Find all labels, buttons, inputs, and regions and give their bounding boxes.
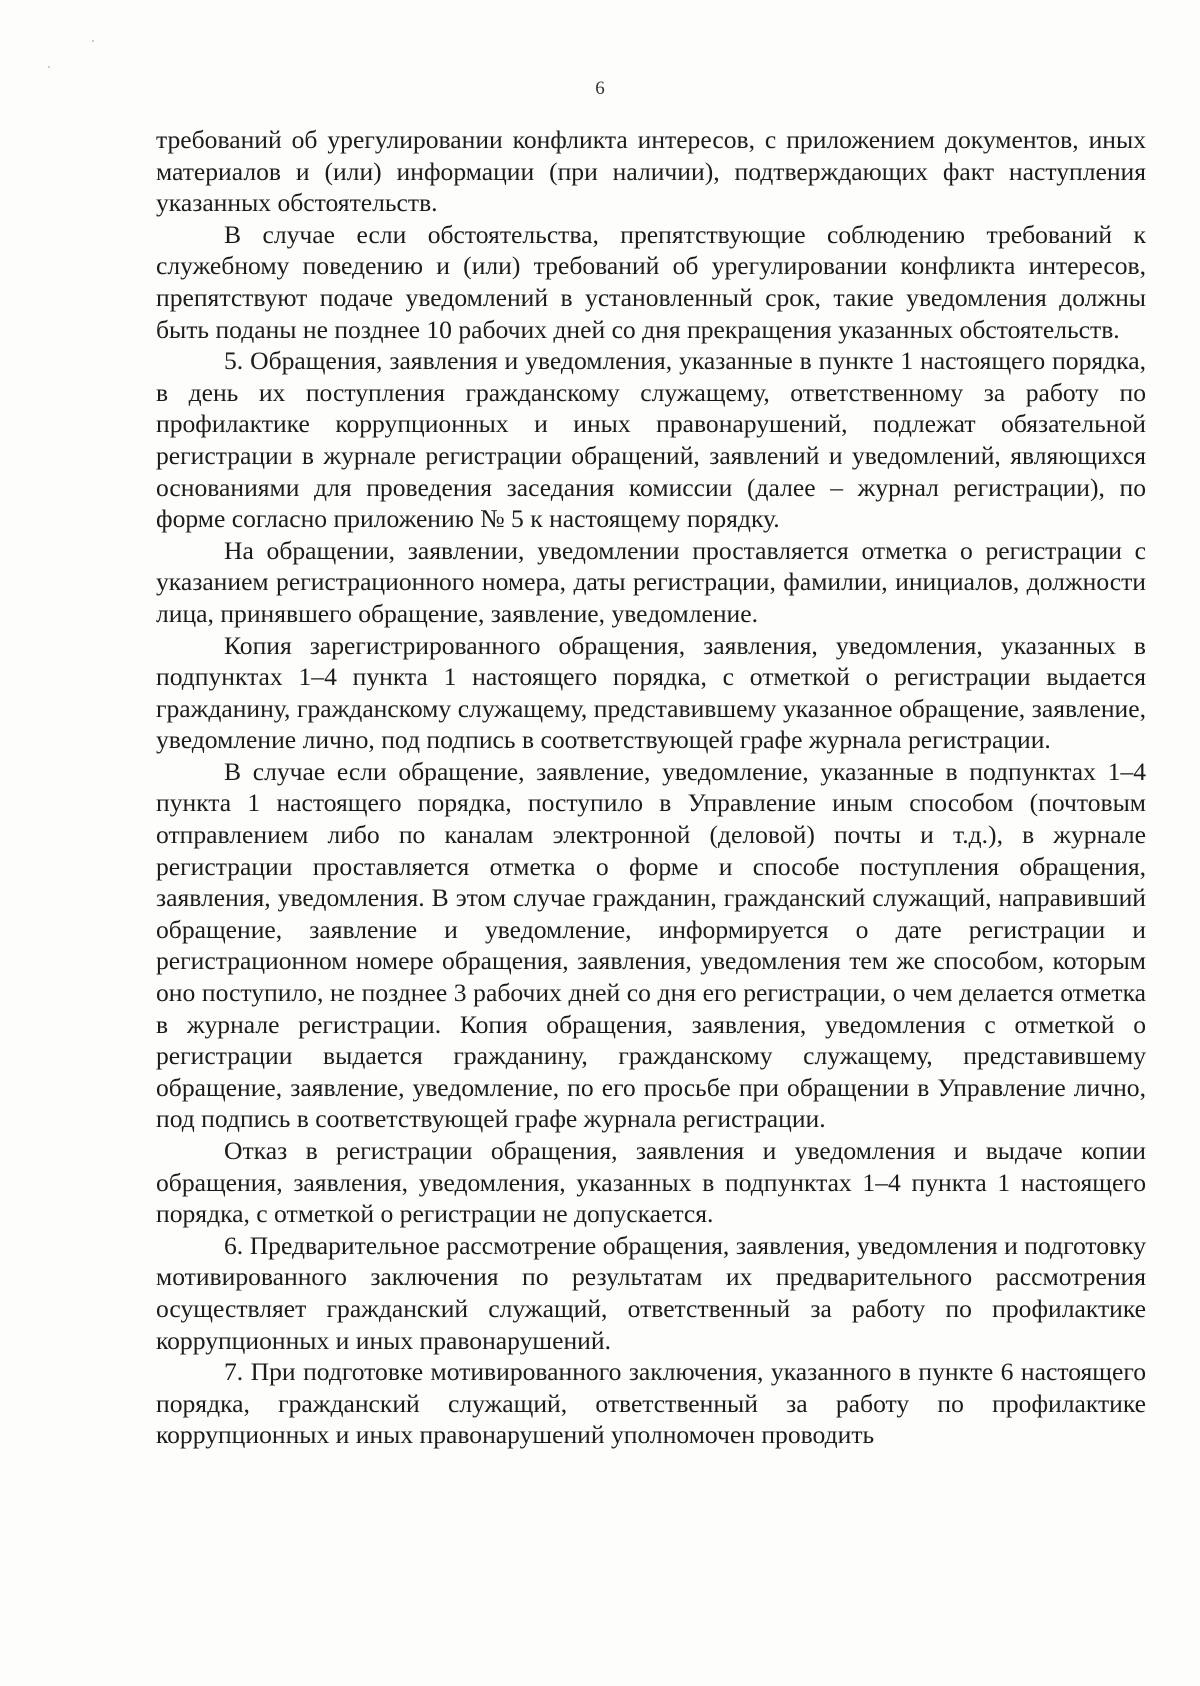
paragraph-7: Отказ в регистрации обращения, заявления и уведомления и выдаче копии обращения, заявления, уведомления, указанных в подпунктах 1–4 пункта 1 настоящего порядка, с отметкой о регистрации не допускается.	[156, 1136, 1146, 1229]
paragraph-6: В случае если обращение, заявление, уведомление, указанные в подпунктах 1–4 пункта 1 настоящего порядка, поступило в Управление иным способом (почтовым отправлением либо по каналам электронной (деловой) почты и т.д.), в журнале регистрации проставляется отметка о форме и способе поступления обращения, заявления, уведомления. В этом случае гражданин, гражданский служащий, направивший обращение, заявление и уведомление, информируется о дате регистрации и регистрационном номере обращения, заявления, уведомления тем же способом, которым оно поступило, не позднее 3 рабочих дней со дня его регистрации, о чем делается отметка в журнале регистрации. Копия обращения, заявления, уведомления с отметкой о регистрации выдается гражданину, гражданскому служащему, представившему обращение, заявление, уведомление, по его просьбе при обращении в Управление лично, под подпись в соответствующей графе журнала регистрации.	[156, 756, 1146, 1134]
paragraph-5: Копия зарегистрированного обращения, заявления, уведомления, указанных в подпунктах 1–4 пункта 1 настоящего порядка, с отметкой о регистрации выдается гражданину, гражданскому служащему, представившему указанное обращение, заявление, уведомление лично, под подпись в соответствующей графе журнала регистрации.	[156, 630, 1146, 755]
scan-speck	[92, 40, 94, 42]
paragraph-3: 5. Обращения, заявления и уведомления, указанные в пункте 1 настоящего порядка, в день их поступления гражданскому служащему, ответственному за работу по профилактике коррупционных и иных правонарушений, подлежат обязательной регистрации в журнале регистрации обращений, заявлений и уведомлений, являющихся основаниями для проведения заседания комиссии (далее – журнал регистрации), по форме согласно приложению № 5 к настоящему порядку.	[156, 346, 1146, 534]
paragraph-9: 7. При подготовке мотивированного заключения, указанного в пункте 6 настоящего порядка, гражданский служащий, ответственный за работу по профилактике коррупционных и иных правонарушений уполномочен проводить	[156, 1357, 1146, 1450]
paragraph-8: 6. Предварительное рассмотрение обращения, заявления, уведомления и подготовку мотивированного заключения по результатам их предварительного рассмотрения осуществляет гражданский служащий, ответственный за работу по профилактике коррупционных и иных правонарушений.	[156, 1230, 1146, 1355]
scan-speck	[48, 66, 50, 68]
paragraph-4: На обращении, заявлении, уведомлении проставляется отметка о регистрации с указанием регистрационного номера, даты регистрации, фамилии, инициалов, должности лица, принявшего обращение, заявление, уведомление.	[156, 535, 1146, 628]
page-number: 6	[595, 78, 605, 99]
paragraph-2: В случае если обстоятельства, препятствующие соблюдению требований к служебному поведению и (или) требований об урегулировании конфликта интересов, препятствуют подаче уведомлений в установленный срок, такие уведомления должны быть поданы не позднее 10 рабочих дней со дня прекращения указанных обстоятельств.	[156, 219, 1146, 344]
document-body	[156, 124, 1146, 1451]
paragraph-1: требований об урегулировании конфликта интересов, с приложением документов, иных материалов и (или) информации (при наличии), подтверждающих факт наступления указанных обстоятельств.	[156, 125, 1146, 218]
